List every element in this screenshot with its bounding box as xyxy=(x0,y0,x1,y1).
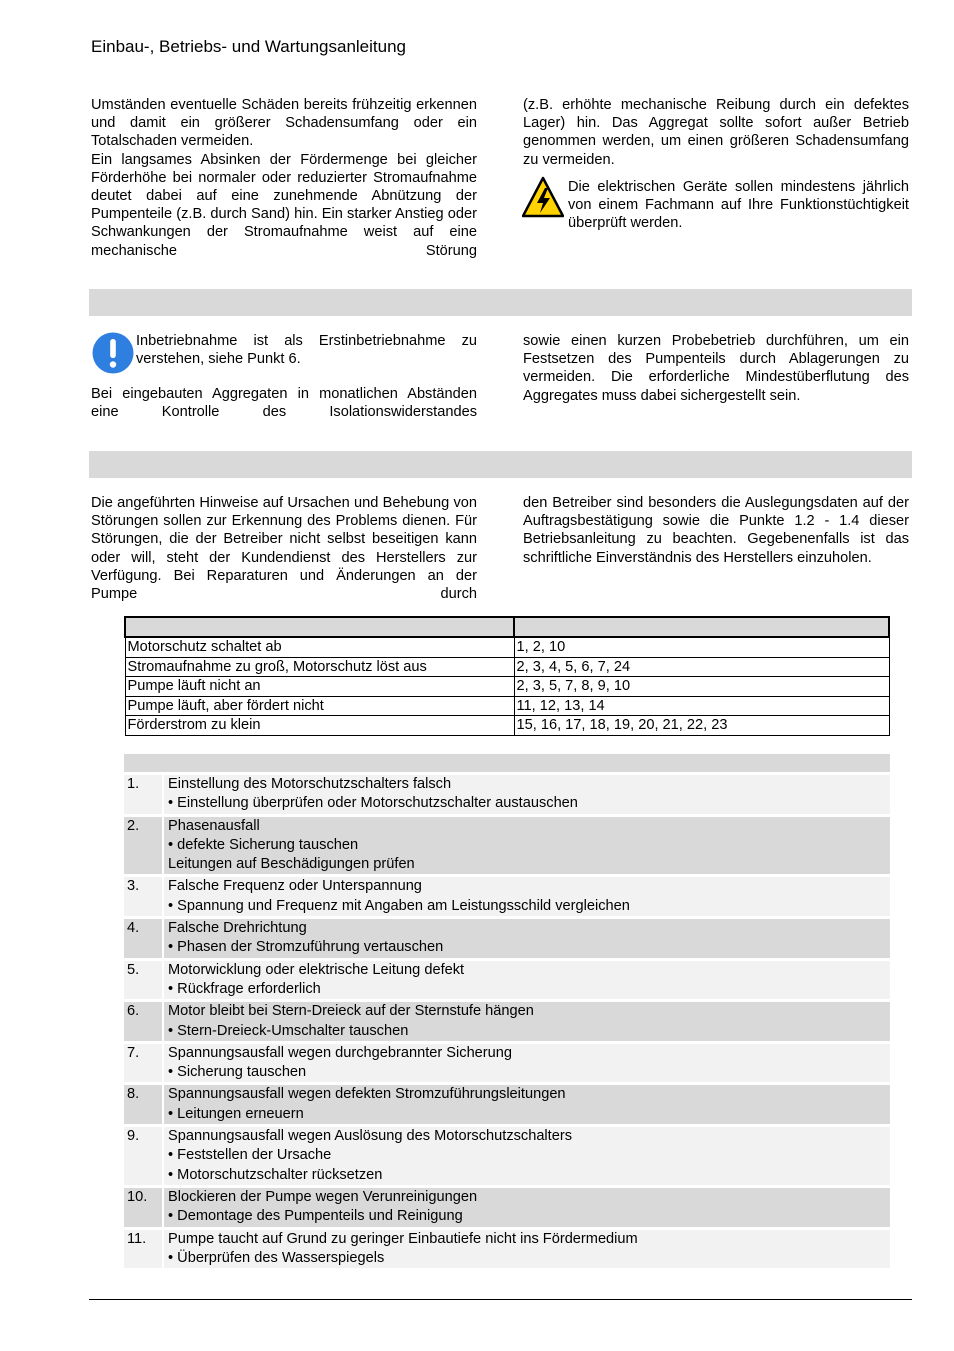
warning-note xyxy=(568,178,909,233)
troubleshooting-right-column xyxy=(523,494,909,567)
list-item xyxy=(124,877,890,916)
list-item xyxy=(124,1127,890,1185)
cause-body xyxy=(164,961,890,1000)
table-header-row xyxy=(125,617,889,637)
cause-title: Spannungsausfall wegen durchgebrannter Sicherung xyxy=(168,1044,513,1061)
exclamation-info-icon xyxy=(92,332,134,374)
cause-title: Falsche Drehrichtung xyxy=(168,920,307,937)
cause-remedy: • Rückfrage erforderlich xyxy=(168,980,321,997)
table-row xyxy=(125,696,889,716)
commissioning-right-column xyxy=(523,332,909,405)
cause-number: 10. xyxy=(124,1188,164,1227)
table-header-cell xyxy=(514,617,889,637)
cause-number: 5. xyxy=(124,961,164,1000)
cause-remedy: • Demontage des Pumpenteils und Reinigung xyxy=(168,1208,463,1225)
troubleshooting-left-column xyxy=(91,494,477,603)
problem-cell: Pumpe läuft, aber fördert nicht xyxy=(125,696,514,716)
problem-cell: Stromaufnahme zu groß, Motorschutz löst aus xyxy=(125,657,514,677)
cause-body xyxy=(164,1085,890,1124)
cause-title: Spannungsausfall wegen defekten Stromzuführungsleitungen xyxy=(168,1086,566,1103)
problem-cell: Motorschutz schaltet ab xyxy=(125,637,514,657)
commissioning-paragraph-2: sowie einen kurzen Probebetrieb durchführen, um ein Festsetzen des Pumpenteils durch Ablagerungen zu vermeiden. Die erforderliche Mindestüberflutung des Aggregates muss dabei sichergestellt sein. xyxy=(523,333,909,404)
cause-title: Spannungsausfall wegen Auslösung des Motorschutzschalters xyxy=(168,1128,573,1145)
troubleshooting-paragraph-2: den Betreiber sind besonders die Auslegungsdaten auf der Auftragsbestätigung sowie die Punkte 1.2 - 1.4 dieser Betriebsanleitung zu beachten. Gegebenenfalls ist das schriftliche Einverständnis des Herstellers einzuholen. xyxy=(523,495,909,566)
cause-body xyxy=(164,775,890,814)
maintenance-paragraph-3: (z.B. erhöhte mechanische Reibung durch ein defektes Lager) hin. Das Aggregat sollte sofort außer Betrieb genommen werden, um einen größeren Schadensumfang zu vermeiden. xyxy=(523,97,909,168)
symptom-cause-table xyxy=(124,616,890,736)
info-note xyxy=(136,332,477,368)
cause-number: 9. xyxy=(124,1127,164,1185)
cause-remedy: • Leitungen erneuern xyxy=(168,1105,304,1122)
problem-cell: Pumpe läuft nicht an xyxy=(125,677,514,697)
cause-remedy: • Sicherung tauschen xyxy=(168,1064,307,1081)
cause-title: Falsche Frequenz oder Unterspannung xyxy=(168,878,422,895)
cause-title: Blockieren der Pumpe wegen Verunreinigungen xyxy=(168,1188,478,1205)
list-item xyxy=(124,1085,890,1124)
table-row xyxy=(125,657,889,677)
cause-title: Motorwicklung oder elektrische Leitung defekt xyxy=(168,961,465,978)
cause-title: Einstellung des Motorschutzschalters falsch xyxy=(168,776,452,792)
maintenance-left-column xyxy=(91,96,477,260)
causes-cell: 2, 3, 4, 5, 6, 7, 24 xyxy=(514,657,889,677)
high-voltage-warning-icon xyxy=(522,176,564,218)
cause-remedy: • Phasen der Stromzuführung vertauschen xyxy=(168,939,444,956)
cause-title: Phasenausfall xyxy=(168,817,260,834)
cause-number: 2. xyxy=(124,817,164,875)
table-header-cell xyxy=(125,617,514,637)
causes-cell: 2, 3, 5, 7, 8, 9, 10 xyxy=(514,677,889,697)
cause-body xyxy=(164,1044,890,1083)
table-row xyxy=(125,677,889,697)
causes-list-header xyxy=(124,754,890,772)
list-item xyxy=(124,817,890,875)
problem-cell: Förderstrom zu klein xyxy=(125,716,514,736)
cause-remedy: • Motorschutzschalter rücksetzen xyxy=(168,1166,383,1183)
cause-number: 7. xyxy=(124,1044,164,1083)
cause-body xyxy=(164,877,890,916)
cause-remedy: • Überprüfen des Wasserspiegels xyxy=(168,1249,385,1266)
cause-number: 1. xyxy=(124,775,164,814)
footer-divider xyxy=(89,1299,912,1300)
maintenance-paragraph-2: Ein langsames Absinken der Fördermenge bei gleicher Förderhöhe bei normaler oder reduzierter Stromaufnahme deutet dabei auf eine zunehmende Abnützung der Pumpenteile (z.B. durch Sand) hin. Ein starker Anstieg oder Schwankungen der Stromaufnahme weist auf eine mechanische Störung xyxy=(91,151,477,259)
causes-cell: 11, 12, 13, 14 xyxy=(514,696,889,716)
causes-cell: 1, 2, 10 xyxy=(514,637,889,657)
info-text: Inbetriebnahme ist als Erstinbetriebnahme zu verstehen, siehe Punkt 6. xyxy=(136,333,477,368)
list-item xyxy=(124,1002,890,1041)
commissioning-left-column xyxy=(91,385,477,421)
section-heading-band-1 xyxy=(89,289,912,316)
table-row xyxy=(125,637,889,657)
troubleshooting-paragraph-1: Die angeführten Hinweise auf Ursachen und Behebung von Störungen sollen zur Erkennung des Problems dienen. Für Störungen, die der Betreiber nicht selbst beseitigen kann oder will, steht der Kundendienst des Herstellers zur Verfügung. Bei Reparaturen und Änderungen an der Pumpe durch xyxy=(91,495,477,603)
list-item xyxy=(124,775,890,814)
cause-body xyxy=(164,1230,890,1269)
commissioning-paragraph-1: Bei eingebauten Aggregaten in monatlichen Abständen eine Kontrolle des Isolationswiderstandes xyxy=(91,386,477,421)
cause-remedy: • Einstellung überprüfen oder Motorschutzschalter austauschen xyxy=(168,795,578,812)
cause-number: 3. xyxy=(124,877,164,916)
cause-number: 6. xyxy=(124,1002,164,1041)
list-item xyxy=(124,1230,890,1269)
cause-remedy: • Spannung und Frequenz mit Angaben am Leistungsschild vergleichen xyxy=(168,897,630,914)
cause-body xyxy=(164,1127,890,1185)
list-item xyxy=(124,1044,890,1083)
cause-body xyxy=(164,817,890,875)
maintenance-paragraph-1: Umständen eventuelle Schäden bereits frühzeitig erkennen und damit ein größerer Schadensumfang oder ein Totalschaden vermeiden. xyxy=(91,97,477,150)
cause-number: 4. xyxy=(124,919,164,958)
cause-body xyxy=(164,919,890,958)
list-item xyxy=(124,961,890,1000)
warning-text: Die elektrischen Geräte sollen mindestens jährlich von einem Fachmann auf Ihre Funktionstüchtigkeit überprüft werden. xyxy=(568,179,909,232)
table-row xyxy=(125,716,889,736)
cause-remedy: • Feststellen der Ursache xyxy=(168,1147,332,1164)
page-header-title: Einbau-, Betriebs- und Wartungsanleitung xyxy=(91,37,406,56)
cause-number: 11. xyxy=(124,1230,164,1269)
cause-remedy: Leitungen auf Beschädigungen prüfen xyxy=(168,856,415,873)
cause-body xyxy=(164,1188,890,1227)
list-item xyxy=(124,919,890,958)
cause-remedy: • defekte Sicherung tauschen xyxy=(168,836,359,853)
cause-number: 8. xyxy=(124,1085,164,1124)
cause-title: Motor bleibt bei Stern-Dreieck auf der Sternstufe hängen xyxy=(168,1003,534,1020)
maintenance-right-column xyxy=(523,96,909,169)
cause-remedy: • Stern-Dreieck-Umschalter tauschen xyxy=(168,1022,409,1039)
causes-cell: 15, 16, 17, 18, 19, 20, 21, 22, 23 xyxy=(514,716,889,736)
section-heading-band-2 xyxy=(89,451,912,478)
cause-title: Pumpe taucht auf Grund zu geringer Einbautiefe nicht ins Fördermedium xyxy=(168,1230,638,1247)
causes-list xyxy=(124,775,890,1271)
cause-body xyxy=(164,1002,890,1041)
list-item xyxy=(124,1188,890,1227)
